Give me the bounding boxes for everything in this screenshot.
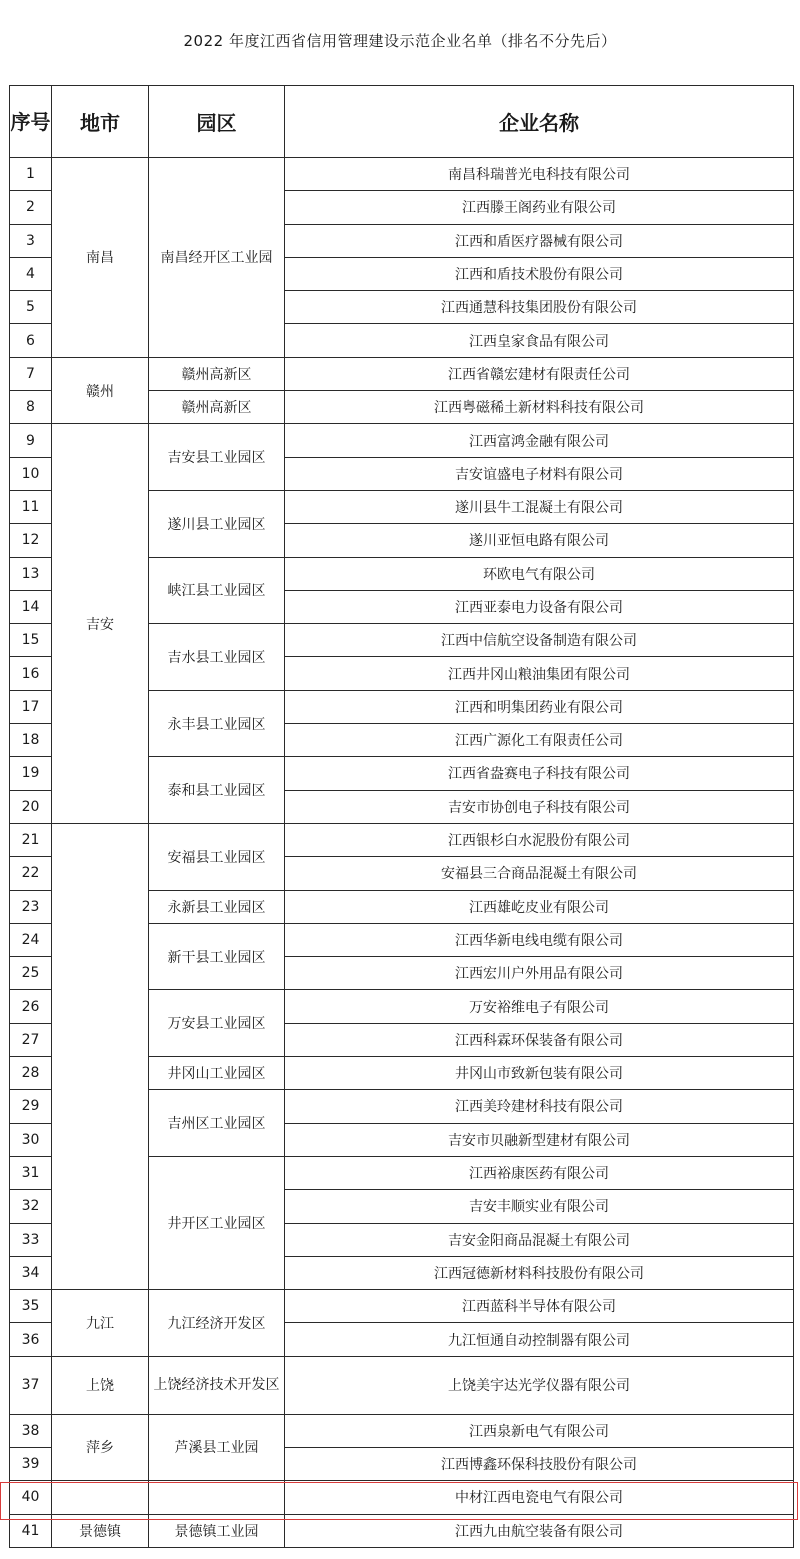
city-cell: 南昌 [52,158,149,358]
row-number: 30 [10,1123,52,1156]
table-row [10,1414,794,1447]
park-cell: 赣州高新区 [149,357,285,390]
company-name: 江西银杉白水泥股份有限公司 [285,823,794,856]
park-cell: 永丰县工业园区 [149,690,285,757]
row-number: 29 [10,1090,52,1123]
company-name: 江西中信航空设备制造有限公司 [285,624,794,657]
table-header-row [10,86,794,158]
company-name: 遂川县牛工混凝土有限公司 [285,490,794,523]
park-cell: 芦溪县工业园 [149,1414,285,1481]
row-number: 32 [10,1190,52,1223]
company-name: 遂川亚恒电路有限公司 [285,524,794,557]
header-park: 园区 [149,86,285,158]
park-cell: 九江经济开发区 [149,1290,285,1357]
company-name: 吉安谊盛电子材料有限公司 [285,457,794,490]
park-cell: 上饶经济技术开发区 [149,1356,285,1414]
company-name: 上饶美宇达光学仪器有限公司 [285,1356,794,1414]
park-cell: 永新县工业园区 [149,890,285,923]
park-cell: 峡江县工业园区 [149,557,285,624]
company-name: 江西华新电线电缆有限公司 [285,923,794,956]
row-number: 38 [10,1414,52,1447]
page-title: 2022 年度江西省信用管理建设示范企业名单（排名不分先后） [183,32,617,50]
company-name: 江西科霖环保装备有限公司 [285,1023,794,1056]
company-name: 江西博鑫环保科技股份有限公司 [285,1447,794,1480]
park-cell: 吉安县工业园区 [149,424,285,491]
company-name: 江西宏川户外用品有限公司 [285,957,794,990]
row-number: 11 [10,490,52,523]
row-number: 12 [10,524,52,557]
row-number: 39 [10,1447,52,1480]
company-name: 吉安丰顺实业有限公司 [285,1190,794,1223]
company-name: 环欧电气有限公司 [285,557,794,590]
row-number: 34 [10,1256,52,1289]
company-name: 江西亚泰电力设备有限公司 [285,590,794,623]
company-name: 万安裕维电子有限公司 [285,990,794,1023]
park-cell-empty [149,1481,285,1514]
row-number: 15 [10,624,52,657]
park-cell: 井开区工业园区 [149,1156,285,1289]
company-name: 南昌科瑞普光电科技有限公司 [285,158,794,191]
row-number: 41 [10,1514,52,1547]
company-name: 九江恒通自动控制器有限公司 [285,1323,794,1356]
park-cell: 新干县工业园区 [149,923,285,990]
table-row [10,424,794,457]
row-number: 14 [10,590,52,623]
company-name: 江西雄屹皮业有限公司 [285,890,794,923]
row-number: 36 [10,1323,52,1356]
park-cell: 安福县工业园区 [149,823,285,890]
park-cell: 景德镇工业园 [149,1514,285,1547]
row-number: 23 [10,890,52,923]
park-cell: 吉水县工业园区 [149,624,285,691]
company-name: 吉安市协创电子科技有限公司 [285,790,794,823]
row-number: 25 [10,957,52,990]
table-row [10,1356,794,1414]
row-number: 26 [10,990,52,1023]
company-name: 井冈山市致新包装有限公司 [285,1057,794,1090]
row-number: 4 [10,257,52,290]
company-name: 江西通慧科技集团股份有限公司 [285,291,794,324]
row-number: 31 [10,1156,52,1189]
company-name: 江西富鸿金融有限公司 [285,424,794,457]
row-number: 9 [10,424,52,457]
city-cell-empty [52,1481,149,1514]
row-number: 16 [10,657,52,690]
header-city: 地市 [52,86,149,158]
company-name: 江西蓝科半导体有限公司 [285,1290,794,1323]
city-cell: 景德镇 [52,1514,149,1547]
row-number: 22 [10,857,52,890]
row-number: 13 [10,557,52,590]
table-row [10,357,794,390]
company-name: 江西省赣宏建材有限责任公司 [285,357,794,390]
row-number: 8 [10,391,52,424]
row-number: 19 [10,757,52,790]
row-number: 2 [10,191,52,224]
row-number: 10 [10,457,52,490]
table-row [10,1514,794,1547]
row-number: 6 [10,324,52,357]
row-number: 18 [10,724,52,757]
table-row [10,823,794,856]
row-number: 17 [10,690,52,723]
city-cell: 赣州 [52,357,149,424]
company-name: 江西省盎赛电子科技有限公司 [285,757,794,790]
company-name: 安福县三合商品混凝土有限公司 [285,857,794,890]
city-cell-empty [52,823,149,1289]
row-number: 7 [10,357,52,390]
park-cell: 南昌经开区工业园 [149,158,285,358]
table-row [10,1290,794,1323]
header-seq: 序号 [10,86,52,158]
company-name: 吉安市贝融新型建材有限公司 [285,1123,794,1156]
park-cell: 万安县工业园区 [149,990,285,1057]
row-number: 5 [10,291,52,324]
park-cell: 吉州区工业园区 [149,1090,285,1157]
company-name: 江西泉新电气有限公司 [285,1414,794,1447]
company-name: 江西粤磁稀土新材料科技有限公司 [285,391,794,424]
company-name: 江西和明集团药业有限公司 [285,690,794,723]
company-list-table [9,85,794,1548]
park-cell: 泰和县工业园区 [149,757,285,824]
header-company: 企业名称 [285,86,794,158]
park-cell: 井冈山工业园区 [149,1057,285,1090]
row-number: 33 [10,1223,52,1256]
row-number: 37 [10,1356,52,1414]
table-row [10,1481,794,1514]
park-cell: 遂川县工业园区 [149,490,285,557]
row-number: 21 [10,823,52,856]
row-number: 3 [10,224,52,257]
company-name: 江西和盾医疗器械有限公司 [285,224,794,257]
row-number: 28 [10,1057,52,1090]
row-number: 1 [10,158,52,191]
row-number: 24 [10,923,52,956]
company-name: 江西井冈山粮油集团有限公司 [285,657,794,690]
company-name: 江西滕王阁药业有限公司 [285,191,794,224]
company-name: 江西九由航空装备有限公司 [285,1514,794,1547]
company-name: 江西美玲建材科技有限公司 [285,1090,794,1123]
company-name: 江西冠德新材料科技股份有限公司 [285,1256,794,1289]
row-number: 20 [10,790,52,823]
company-name: 中材江西电瓷电气有限公司 [285,1481,794,1514]
row-number: 40 [10,1481,52,1514]
company-name: 江西裕康医药有限公司 [285,1156,794,1189]
company-name: 吉安金阳商品混凝土有限公司 [285,1223,794,1256]
city-cell: 上饶 [52,1356,149,1414]
park-cell: 赣州高新区 [149,391,285,424]
city-cell: 萍乡 [52,1414,149,1481]
row-number: 35 [10,1290,52,1323]
company-name: 江西和盾技术股份有限公司 [285,257,794,290]
row-number: 27 [10,1023,52,1056]
company-name: 江西皇家食品有限公司 [285,324,794,357]
company-name: 江西广源化工有限责任公司 [285,724,794,757]
city-cell: 九江 [52,1290,149,1357]
table-row [10,158,794,191]
city-cell: 吉安 [52,424,149,824]
